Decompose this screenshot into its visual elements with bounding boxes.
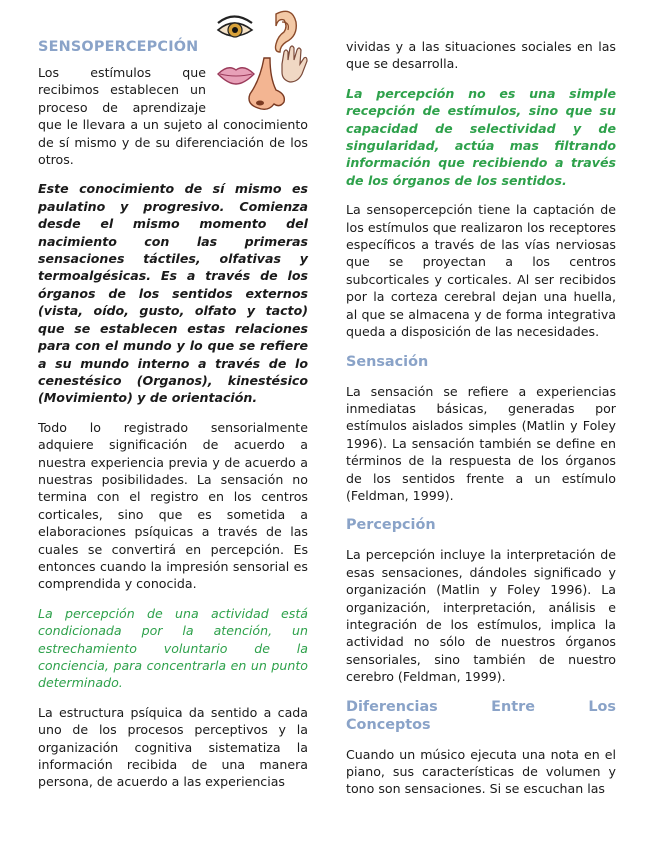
atencion-quote: La percepción de una actividad está condicionada por la atención, un estrechamiento voluntario de la conciencia, para concentrarla en un punto determinado.: [38, 605, 308, 691]
lips-icon: [218, 68, 254, 84]
eye-icon: [218, 17, 252, 38]
right-column: [346, 38, 616, 810]
left-column: [38, 38, 308, 803]
bold-italic-paragraph: Este conocimiento de sí mismo es paulatino y progresivo. Comienza desde el mismo momento del nacimiento con las primeras sensaciones táctiles, olfativas y termoalgésicas. Es a través de los órganos de los sentidos externos (vista, oído, gusto, olfato y tacto) que se establecen estas relaciones para con el mundo y lo que se refiere a su mundo interno a través de lo cenestésico (Organos), kinestésico (Movimiento) y de orientación.: [38, 181, 308, 406]
captacion-paragraph: La sensopercepción tiene la captación de los estímulos que realizaron los receptores específicos a través de las vías nerviosas que se proyectan a los centros subcorticales y corticales. Al ser recibidos por la corteza cerebral dejan una huella, al que se almacena y de forma integrativa queda a disposición de las necesidades.: [346, 202, 616, 340]
sensacion-paragraph: La sensación se refiere a experiencias inmediatas básicas, generadas por estímulos aislados simples (Matlin y Foley 1996). La sensación también se define en términos de la respuesta de los órganos de los sentidos frente a un estímulo (Feldman, 1999).: [346, 383, 616, 503]
registro-paragraph: Todo lo registrado sensorialmente adquiere significación de acuerdo a nuestra experiencia previa y de acuerdo a nuestras posibilidades. La sensación no termina con el registro en los centros corticales, sino que es sometida a elaboraciones psíquicas a través de las cuales se convertirá en percepción. Es entonces cuando la impresión sensorial es comprendida y conocida.: [38, 419, 308, 592]
percepcion-paragraph: La percepción incluye la interpretación de esas sensaciones, dándoles significado y organización (Matlin y Foley 1996). La organización, interpretación, análisis e integración de los estímulos, implica la actividad no sólo de nuestros órganos sensoriales, sino también de nuestro cerebro (Feldman, 1999).: [346, 547, 616, 685]
heading-percepcion: Percepción: [346, 517, 436, 534]
continuation-paragraph: vividas y a las situaciones sociales en las que se desarrolla.: [346, 39, 616, 72]
senses-illustration: [214, 8, 314, 112]
intro-paragraph: Los estímulos que recibimos establecen un proceso de aprendizaje que le llevara a un sujeto al conocimiento de sí mismo y de su diferenciación de los otros.: [38, 65, 308, 168]
section-title: SENSOPERCEPCIÓN: [38, 39, 199, 55]
heading-conceptos: Conceptos: [346, 716, 431, 733]
hand-icon: [282, 46, 307, 82]
musico-paragraph: Cuando un músico ejecuta una nota en el piano, sus características de volumen y tono son sensaciones. Si se escuchan las: [346, 746, 616, 797]
heading-diferencias: Diferencias Entre Los: [346, 698, 616, 715]
estructura-paragraph: La estructura psíquica da sentido a cada uno de los procesos perceptivos y la organización cognitiva sistematiza la información recibida de una manera persona, de acuerdo a las experiencias: [38, 704, 308, 790]
percepcion-quote: La percepción no es una simple recepción de estímulos, sino que su capacidad de selectividad y de singularidad, actúa mas filtrando información que recibiendo a través de los órganos de los sentidos.: [346, 85, 616, 188]
heading-sensacion: Sensación: [346, 353, 429, 370]
nose-icon: [249, 58, 284, 109]
intro-block: [38, 38, 308, 168]
